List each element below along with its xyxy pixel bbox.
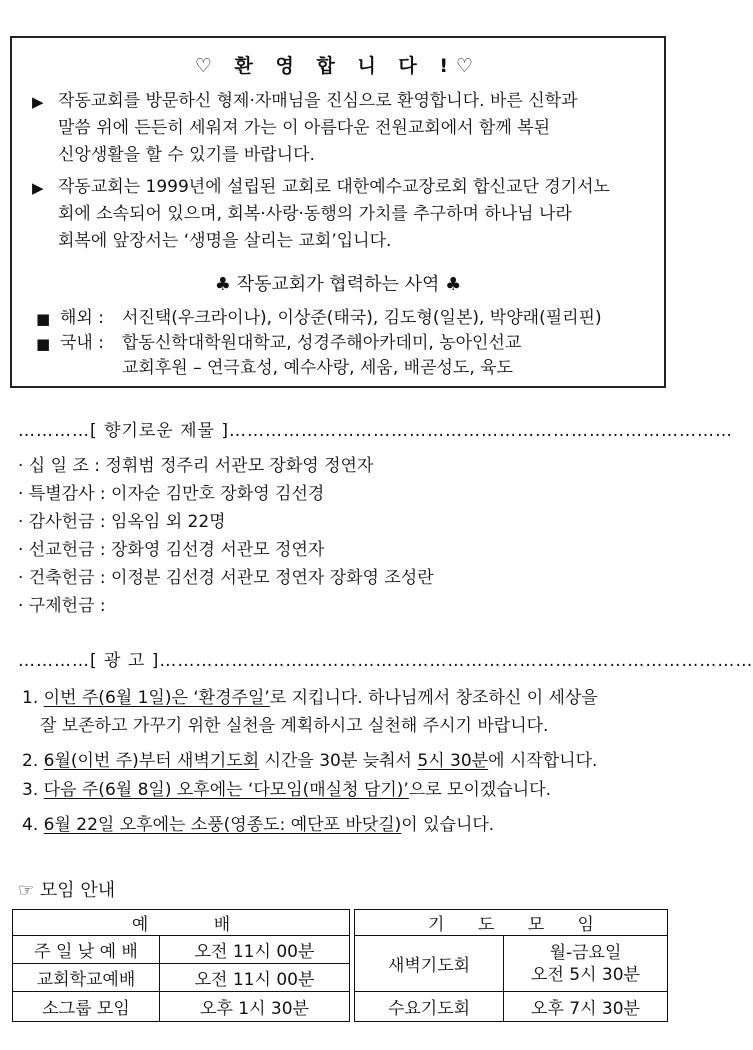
meetings-title-row: [18, 881, 115, 901]
prayer-name: 수요기도회: [355, 992, 504, 1022]
domestic-label: 국내 :: [60, 333, 104, 353]
square-icon: ■: [36, 335, 51, 353]
ad-4-text: 이 있습니다.: [401, 815, 495, 835]
worship-time: 오후 1시 30분: [160, 992, 350, 1022]
offering-thanks: · 감사헌금 : 임옥임 외 22명: [18, 512, 226, 532]
offering-special-thanks: · 특별감사 : 이자순 김만호 장화영 김선경: [18, 484, 325, 504]
overseas-list: 서진택(우크라이나), 이상준(태국), 김도형(일본), 박양래(필리핀): [122, 308, 602, 328]
welcome-p2-line2: 회에 소속되어 있으며, 회복·사랑·동행의 가치를 추구하며 하나님 나라: [58, 204, 572, 224]
ad-3-text: 으로 모이겠습니다.: [408, 780, 551, 800]
ad-3-highlight: 다음 주(6월 8일) 오후에는 ‘다모임(매실청 담기)’: [43, 780, 409, 800]
worship-name: 교회학교예배: [13, 964, 160, 992]
welcome-box: [10, 36, 666, 388]
worship-name: 주 일 낮 예 배: [13, 936, 160, 964]
offering-building: · 건축헌금 : 이정분 김선경 서관모 정연자 장화영 조성란: [18, 568, 434, 588]
worship-time: 오전 11시 00분: [160, 964, 350, 992]
domestic-list-1: 합동신학대학원대학교, 성경주해아카데미, 농아인선교: [122, 333, 522, 353]
ad-4-highlight: 6월 22일 오후에는 소풍(영종도: 예단포 바닷길): [43, 815, 402, 835]
domestic-list-2: 교회후원 – 연극효성, 예수사랑, 세움, 배곧성도, 육도: [122, 358, 513, 378]
ad-2-highlight-1: 6월(이번 주)부터 새벽기도회: [43, 751, 260, 771]
ad-2: [22, 751, 597, 771]
ad-4: [22, 815, 494, 835]
offerings-header: …………[ 향기로운 제물 ]…………………………………………………………………………: [18, 421, 734, 441]
bullet-icon: ▶: [32, 93, 44, 111]
pointing-hand-icon: ☞: [18, 880, 35, 901]
mission-title: ♣ 작동교회가 협력하는 사역 ♣: [214, 274, 462, 295]
prayer-name: 새벽기도회: [355, 936, 504, 992]
offering-tithe: · 십 일 조 : 정휘범 정주리 서관모 장화영 정연자: [18, 456, 374, 476]
prayer-time: 오후 7시 30분: [504, 992, 668, 1022]
ad-1-text: 로 지킵니다. 하나님께서 창조하신 이 세상을: [269, 688, 598, 708]
offering-mission: · 선교헌금 : 장화영 김선경 서관모 정연자: [18, 540, 325, 560]
ad-4-number: 4.: [22, 815, 39, 835]
ad-2-text: 에 시작합니다.: [488, 751, 598, 771]
welcome-p2-line1: 작동교회는 1999년에 설립된 교회로 대한예수교장로회 합신교단 경기서노: [58, 177, 610, 197]
prayer-hour: 오전 5시 30분: [531, 964, 640, 985]
ad-2-number: 2.: [22, 751, 39, 771]
offering-relief: · 구제헌금 :: [18, 596, 106, 616]
ad-3-number: 3.: [22, 780, 39, 800]
welcome-p1-line1: 작동교회를 방문하신 형제·자매님을 진심으로 환영합니다. 바른 신학과: [58, 91, 578, 111]
worship-header: 예 배: [13, 910, 350, 936]
ad-3: [22, 780, 551, 800]
ad-1: [22, 688, 598, 708]
ad-1-number: 1.: [22, 688, 39, 708]
bullet-icon: ▶: [32, 179, 44, 197]
ad-2-highlight-2: 5시 30분: [417, 751, 489, 771]
welcome-p1-line2: 말씀 위에 든든히 세워져 가는 이 아름다운 전원교회에서 함께 복된: [58, 118, 551, 138]
worship-name: 소그룹 모임: [13, 992, 160, 1022]
welcome-p2-line3: 회복에 앞장서는 ‘생명을 살리는 교회’입니다.: [58, 231, 392, 251]
square-icon: ■: [36, 310, 51, 328]
ad-1-line2: 잘 보존하고 가꾸기 위한 실천을 계획하시고 실천해 주시기 바랍니다.: [40, 716, 549, 736]
ad-2-text-mid: 시간을 30분 늦춰서: [259, 751, 418, 771]
prayer-time: [504, 936, 668, 992]
worship-table: [12, 909, 350, 1022]
prayer-days: 월-금요일: [549, 942, 622, 963]
meetings-title: 모임 안내: [39, 880, 116, 901]
worship-time: 오전 11시 00분: [160, 936, 350, 964]
welcome-p1-line3: 신앙생활을 할 수 있기를 바랍니다.: [58, 145, 315, 165]
overseas-label: 해외 :: [60, 308, 104, 328]
prayer-table: [354, 909, 668, 1022]
prayer-header: 기 도 모 임: [355, 910, 668, 936]
ad-1-highlight: 이번 주(6월 1일)은 ‘환경주일’: [43, 688, 270, 708]
ads-header: …………[ 광 고 ]………………………………………………………………………………………: [18, 651, 753, 671]
welcome-title: ♡ 환 영 합 니 다 !♡: [194, 55, 482, 77]
